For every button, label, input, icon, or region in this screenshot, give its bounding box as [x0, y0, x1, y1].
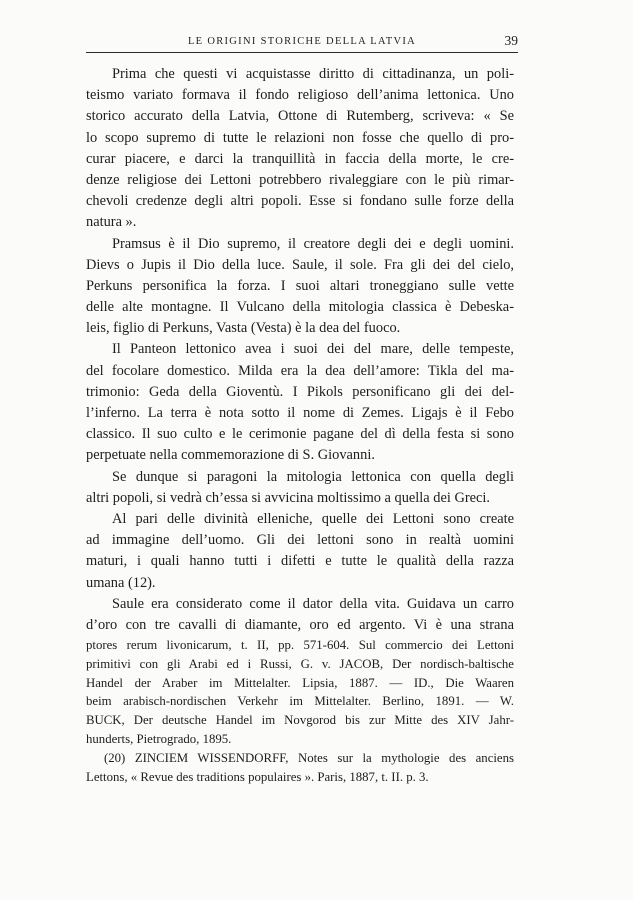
body-line: perpetuate nella commemorazione di S. Giovanni.	[86, 447, 375, 464]
body-line: storico accurato della Latvia, Ottone di Rutemberg, scriveva: « Se	[86, 108, 514, 125]
footnote-line: BUCK, Der deutsche Handel im Novgorod bis zur Mitte des XIV Jahr-	[86, 713, 514, 728]
body-line: chevoli credenze degli altri popoli. Esse si fondano sulle forze della	[86, 193, 514, 210]
body-line: trimonio: Geda della Gioventù. I Pikols personificano gli dei del-	[86, 383, 514, 400]
body-line: classico. Il suo culto e le cerimonie pagane del dì della festa si sono	[86, 426, 514, 443]
body-line: Il Panteon lettonico avea i suoi dei del mare, delle tempeste,	[112, 341, 514, 358]
body-line: Pramsus è il Dio supremo, il creatore degli dei e degli uomini.	[112, 235, 514, 252]
body-line: altri popoli, si vedrà ch’essa si avvicina moltissimo a quella dei Greci.	[86, 489, 491, 506]
running-header	[86, 28, 518, 53]
body-text	[86, 64, 514, 636]
body-line: maturi, i quali hanno tutti i difetti e tutte le qualità della razza	[86, 553, 514, 570]
footnote-line: hunderts, Pietrogrado, 1895.	[86, 731, 232, 746]
body-line: leis, figlio di Perkuns, Vasta (Vesta) è la dea del fuoco.	[86, 320, 401, 337]
footnote-line: Lettons, « Revue des traditions populaires ». Paris, 1887, t. II. p. 3.	[86, 769, 429, 784]
body-line: delle alte montagne. Il Vulcano della mitologia classica è Debeska-	[86, 299, 514, 316]
body-line: Prima che questi vi acquistasse diritto di cittadinanza, un poli-	[112, 66, 514, 82]
body-line: umana (12).	[86, 574, 156, 591]
body-line: natura ».	[86, 214, 137, 231]
running-title: LE ORIGINI STORICHE DELLA LATVIA	[187, 36, 417, 47]
body-line: lo scopo supremo di tutte le relazioni non fosse che quello di pro-	[86, 129, 514, 146]
body-line: teismo variato formava il fondo religioso dell’anima lettonica. Uno	[86, 87, 514, 104]
footnote-line: Handel der Araber im Mittelalter. Lipsia, 1887. — ID., Die Waaren	[86, 675, 514, 690]
body-line: l’inferno. La terra è nota sotto il nome di Zemes. Ligajs è il Febo	[86, 405, 514, 421]
footnote-line: beim arabisch-nordischen Verkehr im Mittelalter. Berlino, 1891. — W.	[86, 694, 514, 709]
footnote-line: primitivi con gli Arabi ed i Russi, G. v. JACOB, Der nordisch-baltische	[86, 656, 514, 671]
body-line: Se dunque si paragoni la mitologia lettonica con quella degli	[112, 468, 514, 485]
body-line: Perkuns personifica la forza. I suoi altari troneggiano sulle vette	[86, 277, 514, 294]
footnote-line: (20) ZINCIEM WISSENDORFF, Notes sur la mythologie des anciens	[104, 750, 514, 765]
page-number: 39	[504, 33, 518, 48]
body-line: ad immagine dell’uomo. Gli dei lettoni sono in realtà uomini	[86, 532, 514, 549]
body-line: Dievs o Jupis il Dio della luce. Saule, il sole. Fra gli dei del cielo,	[86, 256, 514, 273]
body-line: denze religiose dei Lettoni potrebbero rivaleggiare con le più rimar-	[86, 171, 514, 188]
body-line: del focolare domestico. Milda era la dea dell’amore: Tikla del ma-	[86, 362, 514, 379]
footnotes	[86, 636, 514, 786]
body-line: Saule era considerato come il dator della vita. Guidava un carro	[112, 595, 514, 612]
body-line: curar piacere, e darci la tranquillità in faccia della morte, le cre-	[86, 150, 514, 167]
footnote-line: ptores rerum livonicarum, t. II, pp. 571-604. Sul commercio dei Lettoni	[86, 638, 514, 652]
body-line: d’oro con tre cavalli di diamante, oro ed argento. Vi è una strana	[86, 616, 514, 633]
body-line: Al pari delle divinità elleniche, quelle dei Lettoni sono create	[112, 510, 514, 527]
